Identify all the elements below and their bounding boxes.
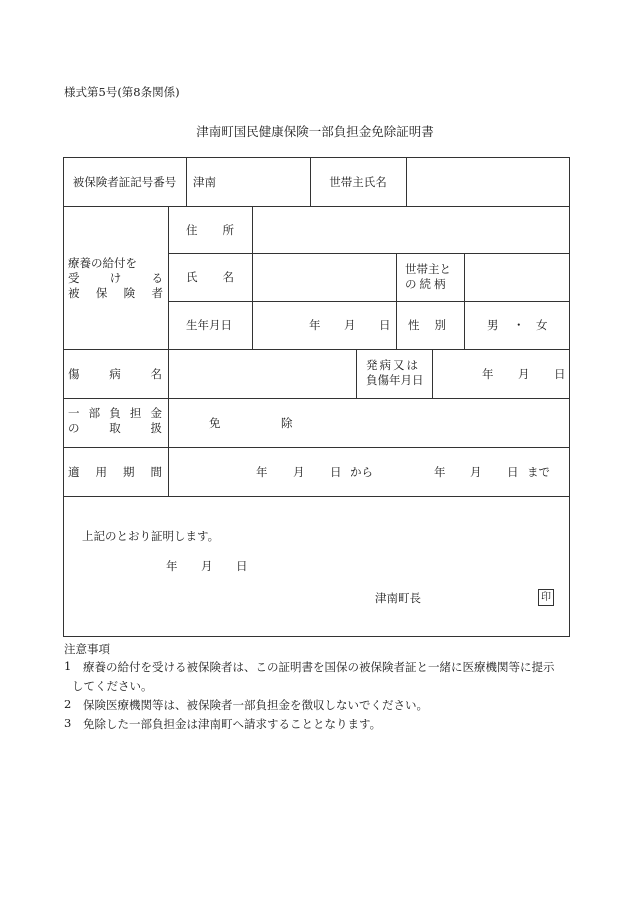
year-unit: 年 [434, 464, 446, 479]
onset-date-field[interactable] [433, 349, 569, 398]
relation-label-line1: 世帯主と [405, 262, 451, 276]
day-unit: 日 [554, 366, 566, 381]
note-number: 2 [64, 697, 72, 711]
relation-label [405, 262, 457, 292]
period-label: 適 用 期 間 [68, 464, 162, 479]
sex-field[interactable] [465, 301, 569, 349]
day-unit: 日 [507, 464, 519, 479]
householder-name-field[interactable] [407, 157, 569, 206]
cert-month-unit: 月 [201, 559, 213, 573]
cert-year-unit: 年 [166, 559, 178, 573]
period-field[interactable] [169, 447, 569, 496]
row-divider [63, 496, 570, 497]
note-text: 療養の給付を受ける被保険者は、この証明書を国保の被保険者証と一緒に医療機関等に提示 [83, 660, 555, 674]
onset-label-line2: 負傷年月日 [366, 373, 424, 387]
copay-label-line1: 一 部 負 担 金 [68, 406, 162, 420]
note-number: 3 [64, 716, 72, 730]
sex-label: 性 別 [408, 318, 446, 332]
copay-field[interactable] [169, 398, 569, 447]
issuer: 津南町長 [375, 591, 421, 605]
onset-label [366, 358, 426, 388]
note-text: 保険医療機関等は、被保険者一部負担金を徴収しないでください。 [83, 698, 428, 712]
note-text-continued: してください。 [72, 679, 153, 693]
name-label: 氏 名 [186, 270, 234, 284]
col-divider [356, 349, 357, 398]
year-unit: 年 [482, 366, 494, 381]
note-text: 免除した一部負担金は津南町へ請求することとなります。 [83, 717, 382, 731]
note-number: 1 [64, 659, 72, 673]
seal-mark: 印 [538, 589, 554, 606]
address-label: 住 所 [186, 222, 234, 237]
month-unit: 月 [470, 464, 482, 479]
recipient-label-line1: 療養の給付を [68, 256, 137, 270]
month-unit: 月 [344, 318, 356, 332]
cert-day-unit: 日 [236, 559, 248, 573]
period-from: から [350, 464, 373, 479]
copay-value-exempt: 免 [209, 415, 221, 430]
notes-heading: 注意事項 [64, 642, 110, 656]
insured-number-field[interactable]: 津南 [193, 174, 216, 189]
recipient-label-line2: 受 け る [68, 271, 163, 285]
address-field[interactable] [253, 206, 569, 253]
insured-number-label: 被保険者証記号番号 [72, 174, 177, 189]
onset-label-line1: 発病又は [366, 358, 420, 372]
form-number: 様式第5号(第8条関係) [64, 85, 180, 99]
sex-separator: ・ [513, 318, 525, 332]
day-unit: 日 [379, 318, 391, 332]
copay-label-line2: の 取 扱 [68, 421, 162, 435]
relation-field[interactable] [465, 253, 569, 301]
day-unit: 日 [330, 464, 342, 479]
sex-female[interactable]: 女 [536, 318, 548, 332]
birthdate-field[interactable] [253, 301, 395, 349]
certify-text: 上記のとおり証明します。 [82, 529, 220, 543]
illness-field[interactable] [169, 349, 355, 398]
birthdate-label: 生年月日 [186, 318, 232, 332]
month-unit: 月 [518, 366, 530, 381]
copay-label [68, 406, 162, 436]
recipient-label [68, 256, 163, 301]
document-title: 津南町国民健康保険一部負担金免除証明書 [196, 124, 434, 139]
illness-label: 傷 病 名 [68, 366, 162, 381]
sex-male[interactable]: 男 [487, 318, 499, 332]
month-unit: 月 [293, 464, 305, 479]
col-divider [396, 253, 397, 349]
year-unit: 年 [309, 318, 321, 332]
copay-value-removal: 除 [281, 415, 293, 430]
relation-label-line2: の続柄 [405, 277, 449, 291]
year-unit: 年 [256, 464, 268, 479]
name-field[interactable] [253, 253, 395, 301]
period-to: まで [527, 464, 550, 479]
recipient-label-line3: 被 保 険 者 [68, 286, 163, 300]
col-divider [186, 157, 187, 206]
householder-name-label: 世帯主氏名 [329, 174, 387, 189]
